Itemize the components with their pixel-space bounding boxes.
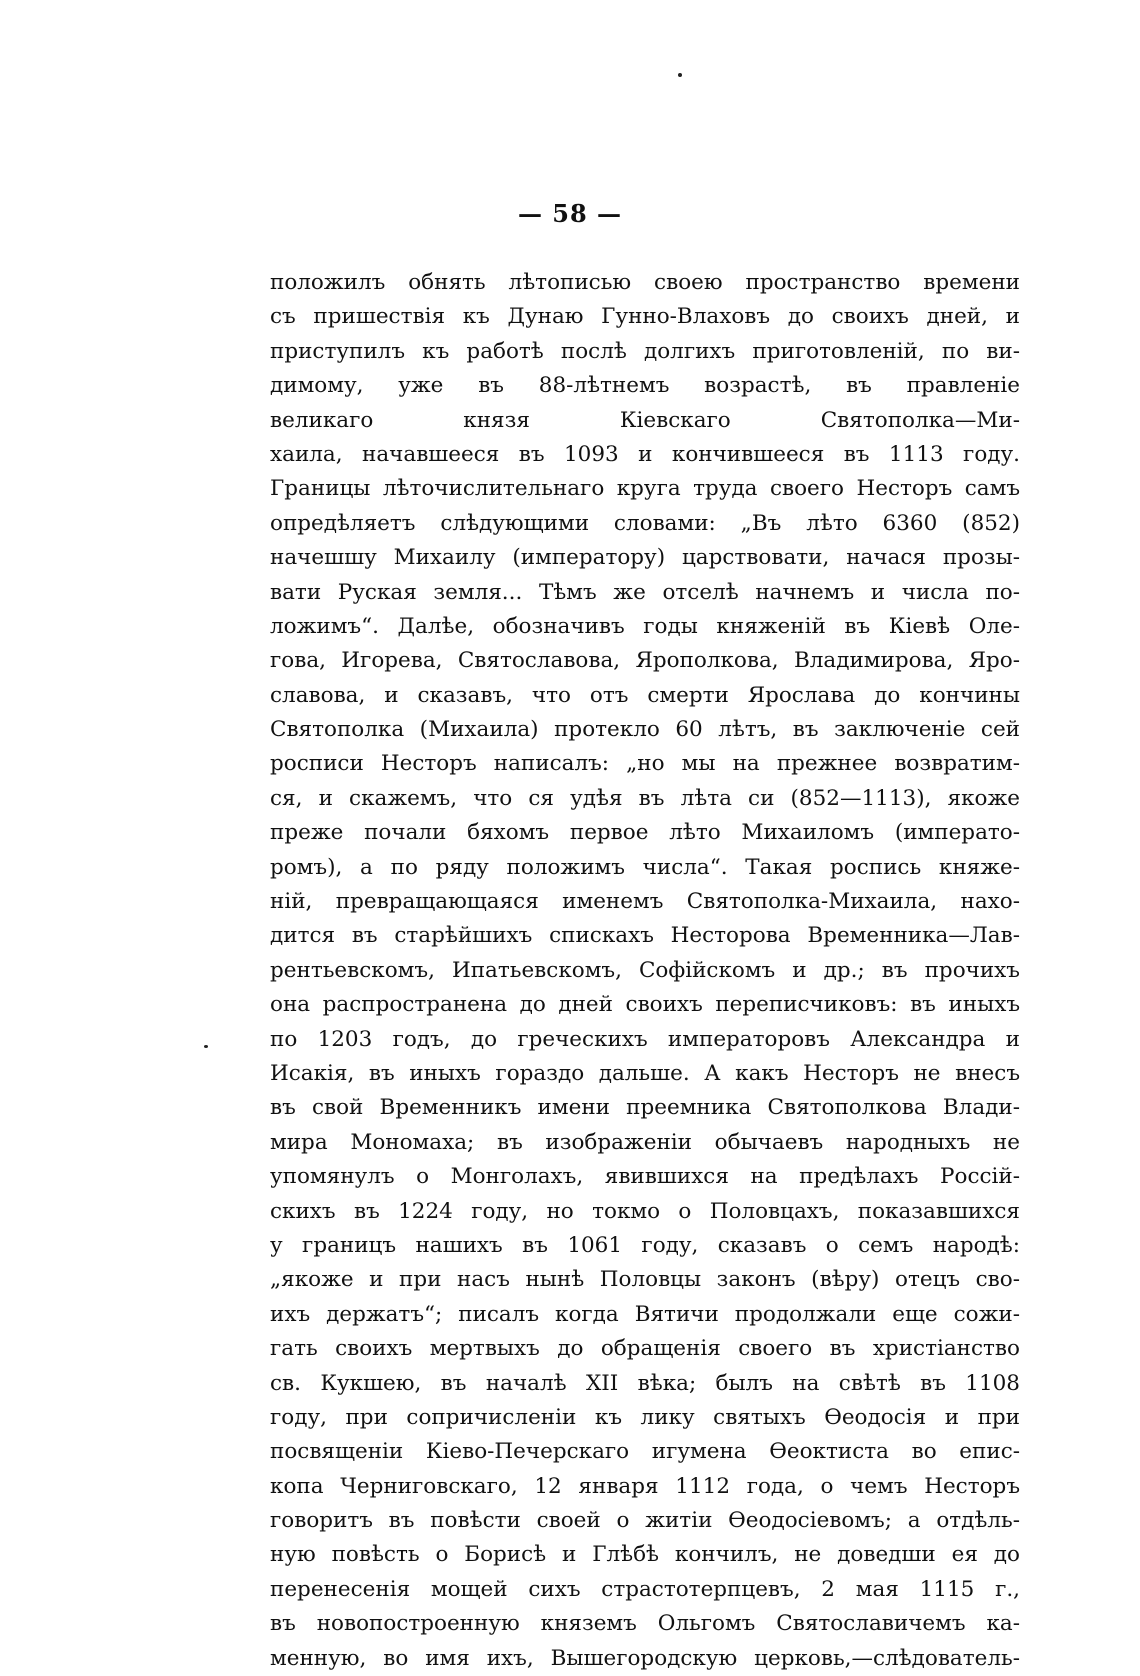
- text-line: опредѣляетъ слѣдующими словами: „Въ лѣто 6360 (852): [270, 510, 1020, 536]
- text-line: ся, и скажемъ, что ся удѣя въ лѣта си (852—1113), якоже: [270, 785, 1020, 811]
- text-line: гова, Игорева, Святославова, Ярополкова, Владимирова, Яро-: [270, 648, 1020, 674]
- text-line: мира Мономаха; въ изображеніи обычаевъ народныхъ не: [270, 1129, 1020, 1155]
- text-line: Святополка (Михаила) протекло 60 лѣтъ, въ заключеніе сей: [270, 717, 1020, 743]
- text-line: ную повѣсть о Борисѣ и Глѣбѣ кончилъ, не доведши ея до: [270, 1542, 1020, 1568]
- text-line: славова, и сказавъ, что отъ смерти Ярослава до кончины: [270, 682, 1020, 708]
- text-line: году, при сопричисленіи къ лику святыхъ Ѳеодосія и при: [270, 1404, 1020, 1430]
- text-line: дится въ старѣйшихъ спискахъ Несторова Временника—Лав-: [270, 923, 1020, 949]
- text-line: посвященіи Кіево-Печерскаго игумена Ѳеоктиста во епис-: [270, 1439, 1020, 1465]
- text-line: великаго князя Кіевскаго Святополка—Ми-: [270, 407, 1020, 433]
- text-line: рентьевскомъ, Ипатьевскомъ, Софійскомъ и др.; въ прочихъ: [270, 957, 1020, 983]
- text-line: ній, превращающаяся именемъ Святополка-Михаила, нахо-: [270, 889, 1020, 915]
- text-line: димому, уже въ 88-лѣтнемъ возрастѣ, въ правленіе: [270, 373, 1020, 399]
- text-line: хаила, начавшееся въ 1093 и кончившееся въ 1113 году.: [270, 441, 1020, 467]
- text-line: приступилъ къ работѣ послѣ долгихъ приготовленій, по ви-: [270, 338, 1020, 364]
- text-line: она распространена до дней своихъ переписчиковъ: въ иныхъ: [270, 992, 1020, 1018]
- text-line: вати Руская земля... Тѣмъ же отселѣ начнемъ и числа по-: [270, 579, 1020, 605]
- text-line: менную, во имя ихъ, Вышегородскую церковь,—слѣдователь-: [270, 1645, 1020, 1671]
- text-line: Границы лѣточислительнаго круга труда своего Несторъ самъ: [270, 476, 1020, 502]
- page-number: — 58 —: [517, 199, 623, 228]
- text-line: упомянулъ о Монголахъ, явившихся на предѣлахъ Россій-: [270, 1164, 1020, 1190]
- text-line: росписи Несторъ написалъ: „но мы на прежнее возвратим-: [270, 751, 1020, 777]
- body-text: [270, 266, 1020, 1676]
- text-line: гать своихъ мертвыхъ до обращенія своего въ христіанство: [270, 1336, 1020, 1362]
- text-line: св. Кукшею, въ началѣ XII вѣка; былъ на свѣтѣ въ 1108: [270, 1370, 1020, 1396]
- text-line: преже почали бяхомъ первое лѣто Михаиломъ (императо-: [270, 820, 1020, 846]
- text-line: по 1203 годъ, до греческихъ императоровъ Александра и: [270, 1026, 1020, 1052]
- text-line: съ пришествія къ Дунаю Гунно-Влаховъ до своихъ дней, и: [270, 304, 1020, 330]
- text-line: у границъ нашихъ въ 1061 году, сказавъ о семъ народѣ:: [270, 1232, 1020, 1258]
- text-line: ложимъ“. Далѣе, обозначивъ годы княженій въ Кіевѣ Оле-: [270, 613, 1020, 639]
- text-line: ромъ), а по ряду положимъ числа“. Такая роспись княже-: [270, 854, 1020, 880]
- scan-speck: [204, 1045, 208, 1048]
- scan-speck: [678, 73, 682, 77]
- text-line: скихъ въ 1224 году, но токмо о Половцахъ, показавшихся: [270, 1198, 1020, 1224]
- text-line: положилъ обнять лѣтописью своею пространство времени: [270, 270, 1020, 295]
- text-line: Исакія, въ иныхъ гораздо дальше. А какъ Несторъ не внесъ: [270, 1060, 1020, 1086]
- text-line: говоритъ въ повѣсти своей о житіи Ѳеодосіевомъ; а отдѣль-: [270, 1508, 1020, 1534]
- text-line: перенесенія мощей сихъ страстотерпцевъ, 2 мая 1115 г.,: [270, 1576, 1020, 1602]
- text-line: въ новопостроенную княземъ Ольгомъ Святославичемъ ка-: [270, 1611, 1020, 1637]
- text-line: „якоже и при насъ нынѣ Половцы законъ (вѣру) отецъ сво-: [270, 1267, 1020, 1293]
- text-line: начешшу Михаилу (императору) царствовати, начася прозы-: [270, 545, 1020, 571]
- text-line: въ свой Временникъ имени преемника Святополкова Влади-: [270, 1095, 1020, 1121]
- text-line: копа Черниговскаго, 12 января 1112 года, о чемъ Несторъ: [270, 1473, 1020, 1499]
- text-line: ихъ держатъ“; писалъ когда Вятичи продолжали еще сожи-: [270, 1301, 1020, 1327]
